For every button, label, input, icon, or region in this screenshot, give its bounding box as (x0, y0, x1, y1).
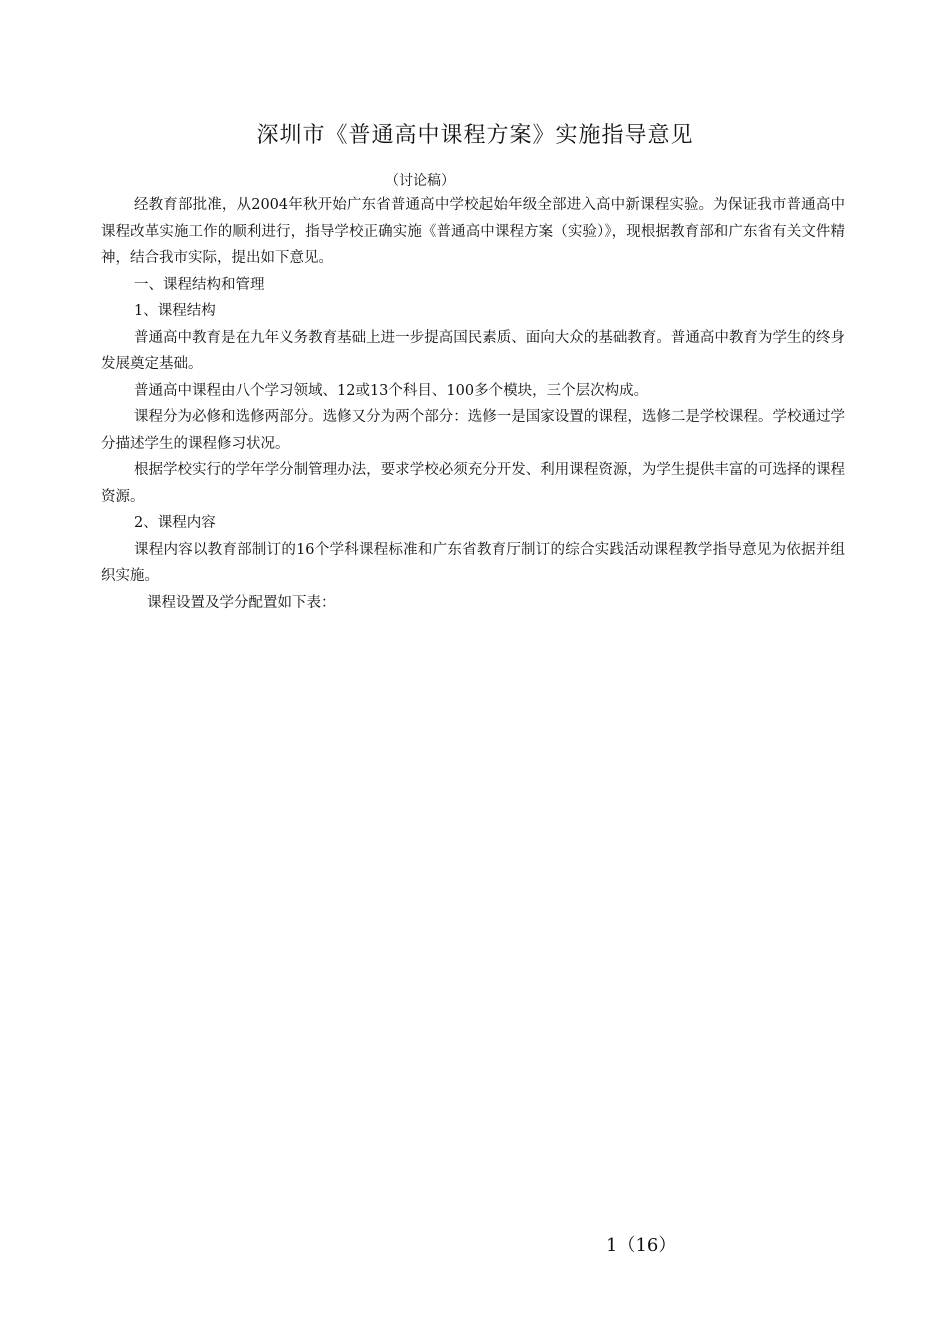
paragraph-course-composition: 普通高中课程由八个学习领域、12或13个科目、100多个模块，三个层次构成。 (134, 382, 649, 399)
document-subtitle: （讨论稿） (385, 173, 455, 189)
document-body (101, 192, 845, 616)
paragraph-credit-system: 根据学校实行的学年学分制管理办法，要求学校必须充分开发、利用课程资源，为学生提供丰富的可选择的课程资源。 (101, 462, 845, 505)
paragraph-intro: 经教育部批准，从2004年秋开始广东省普通高中学校起始年级全部进入高中新课程实验。为保证我市普通高中课程改革实施工作的顺利进行，指导学校正确实施《普通高中课程方案（实验）》，现根据教育部和广东省有关文件精神，结合我市实际，提出如下意见。 (101, 197, 845, 266)
paragraph-required-elective: 课程分为必修和选修两部分。选修又分为两个部分：选修一是国家设置的课程，选修二是学校课程。学校通过学分描述学生的课程修习状况。 (101, 409, 845, 452)
paragraph-education-basis: 普通高中教育是在九年义务教育基础上进一步提高国民素质、面向大众的基础教育。普通高中教育为学生的终身发展奠定基础。 (101, 329, 845, 372)
section-heading-1: 一、课程结构和管理 (134, 276, 265, 293)
document-title: 深圳市《普通高中课程方案》实施指导意见 (256, 123, 694, 148)
page-number: 1（16） (606, 1235, 677, 1256)
paragraph-course-content: 课程内容以教育部制订的16个学科课程标准和广东省教育厅制订的综合实践活动课程教学指导意见为依据并组织实施。 (101, 541, 845, 584)
paragraph-table-intro: 课程设置及学分配置如下表： (147, 594, 336, 611)
subsection-heading-2: 2、课程内容 (134, 515, 216, 531)
subsection-heading-1: 1、课程结构 (134, 303, 216, 319)
